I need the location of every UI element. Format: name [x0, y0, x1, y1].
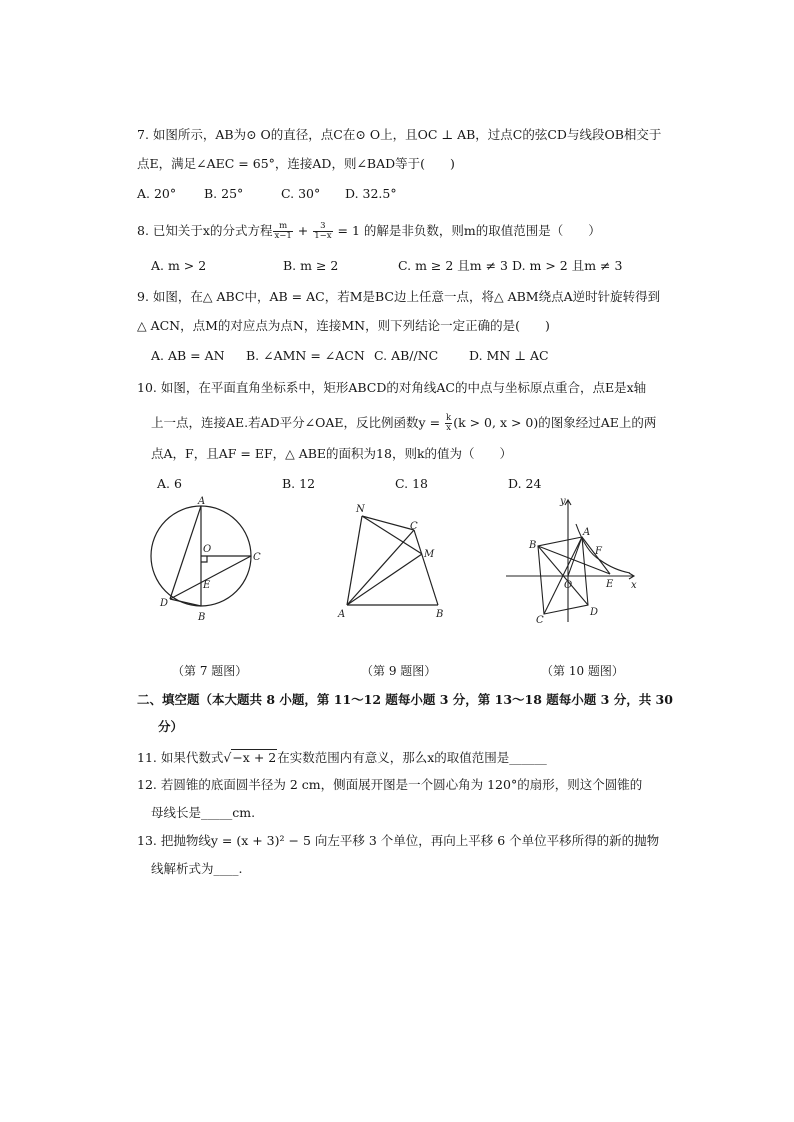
q7-line1: 7. 如图所示，AB为⊙ O的直径，点C在⊙ O上，且OC ⊥ AB，过点C的弦CD与线段OB相交于 — [137, 127, 662, 142]
q12-line2: 母线长是_____cm. — [151, 805, 256, 820]
fig10-label-o: O — [564, 580, 573, 591]
q7-option-d: D. 32.5° — [345, 186, 397, 201]
q10-line2 — [151, 414, 656, 433]
q10-line3: 点A，F，且AF = EF，△ ABE的面积为18，则k的值为（ ） — [151, 446, 513, 461]
q8-option-a: A. m > 2 — [151, 258, 207, 273]
fig10-label-e: E — [606, 579, 614, 590]
q8-prefix: 8. 已知关于x的分式方程 — [137, 223, 273, 238]
fig10-label-y: y — [560, 496, 566, 507]
q10-fraction — [445, 414, 452, 433]
fig10-label-x: x — [631, 580, 637, 591]
figure-7-diagram — [140, 496, 265, 631]
q10-line2-suffix: (k > 0, x > 0)的图象经过AE上的两 — [453, 415, 657, 430]
fig10-label-d: D — [590, 607, 599, 618]
fig10-label-b: B — [529, 540, 537, 551]
q9-line2: △ ACN，点M的对应点为点N，连接MN，则下列结论一定正确的是( ) — [137, 318, 550, 333]
q8-line — [137, 222, 601, 241]
fig9-an — [347, 516, 362, 605]
fig9-label-b: B — [436, 609, 444, 620]
fig7-label-a: A — [198, 496, 206, 507]
caption-figure-10: （第 10 题图） — [541, 664, 624, 678]
figure-10-diagram — [500, 494, 645, 629]
fig10-label-c: C — [536, 615, 544, 626]
fig9-nc — [362, 516, 414, 530]
caption-figure-7: （第 7 题图） — [172, 664, 248, 678]
q8-option-d: D. m > 2 且m ≠ 3 — [512, 258, 623, 273]
q8-fraction-1 — [273, 222, 292, 241]
sqrt-sign: √ — [223, 750, 232, 765]
q8-plus: + — [293, 223, 313, 238]
section-2-heading-line2: 分） — [158, 719, 184, 734]
fig7-label-e: E — [203, 580, 211, 591]
q11-line — [137, 750, 547, 766]
q8-fraction-2 — [313, 222, 332, 241]
fig9-am — [347, 554, 422, 605]
fig9-label-n: N — [356, 504, 365, 515]
fig9-cb — [414, 530, 438, 605]
section-2-heading-line1: 二、填空题（本大题共 8 小题，第 11～12 题每小题 3 分，第 13～18 题每小题 3 分，共 30 — [137, 692, 673, 707]
q8-option-b: B. m ≥ 2 — [283, 258, 339, 273]
caption-figure-9: （第 9 题图） — [361, 664, 437, 678]
q10-option-c: C. 18 — [395, 476, 428, 491]
q10-line2-prefix: 上一点，连接AE.若AD平分∠OAE，反比例函数y = — [151, 415, 445, 430]
q12-line1: 12. 若圆锥的底面圆半径为 2 cm，侧面展开图是一个圆心角为 120°的扇形，则这个圆锥的 — [137, 777, 643, 792]
q8-frac1-num: m — [273, 222, 292, 232]
q9-option-a: A. AB = AN — [151, 348, 225, 363]
q13-line2: 线解析式为____. — [151, 861, 243, 876]
q7-option-a: A. 20° — [137, 186, 177, 201]
fig10-segment-ao — [568, 537, 582, 576]
q10-frac-num: k — [446, 413, 452, 423]
q9-option-b: B. ∠AMN = ∠ACN — [246, 348, 365, 363]
q8-option-c: C. m ≥ 2 且m ≠ 3 — [398, 258, 508, 273]
fig10-label-f: F — [595, 546, 602, 557]
q10-frac-den: x — [446, 423, 451, 433]
fig7-label-c: C — [253, 552, 261, 563]
q10-option-a: A. 6 — [157, 476, 182, 491]
fig9-ac — [347, 530, 414, 605]
q8-frac1-den: x−1 — [274, 231, 292, 241]
fig9-label-c: C — [410, 521, 418, 532]
q8-suffix: = 1 的解是非负数，则m的取值范围是（ ） — [333, 223, 601, 238]
fig7-label-b: B — [198, 612, 206, 623]
fig9-label-m: M — [424, 549, 435, 560]
fig9-label-a: A — [338, 609, 346, 620]
fig7-label-o: O — [203, 544, 212, 555]
q8-frac2-num: 3 — [313, 222, 332, 232]
q9-option-d: D. MN ⊥ AC — [469, 348, 549, 363]
q7-line2: 点E，满足∠AEC = 65°，连接AD，则∠BAD等于( ) — [137, 156, 455, 171]
q8-frac2-den: 1−x — [314, 231, 332, 241]
q10-option-b: B. 12 — [282, 476, 316, 491]
fig7-segment-db — [170, 599, 201, 606]
q7-option-b: B. 25° — [204, 186, 244, 201]
q7-option-c: C. 30° — [281, 186, 321, 201]
q11-radicand: −x + 2 — [232, 750, 277, 765]
q13-line1: 13. 把抛物线y = (x + 3)² − 5 向左平移 3 个单位，再向上平移 6 个单位平移所得的新的抛物 — [137, 833, 660, 848]
q9-line1: 9. 如图，在△ ABC中，AB = AC，若M是BC边上任意一点，将△ ABM绕点A逆时针旋转得到 — [137, 289, 661, 304]
q11-prefix: 11. 如果代数式 — [137, 750, 224, 765]
q9-option-c: C. AB//NC — [374, 348, 439, 363]
fig7-right-angle-mark — [201, 556, 207, 562]
fig7-label-d: D — [160, 598, 169, 609]
figure-9-diagram — [330, 500, 455, 625]
q10-option-d: D. 24 — [508, 476, 542, 491]
q11-suffix: 在实数范围内有意义，那么x的取值范围是______ — [277, 750, 547, 765]
fig10-label-a: A — [583, 527, 591, 538]
q10-line1: 10. 如图，在平面直角坐标系中，矩形ABCD的对角线AC的中点与坐标原点重合，点E是x轴 — [137, 380, 647, 395]
